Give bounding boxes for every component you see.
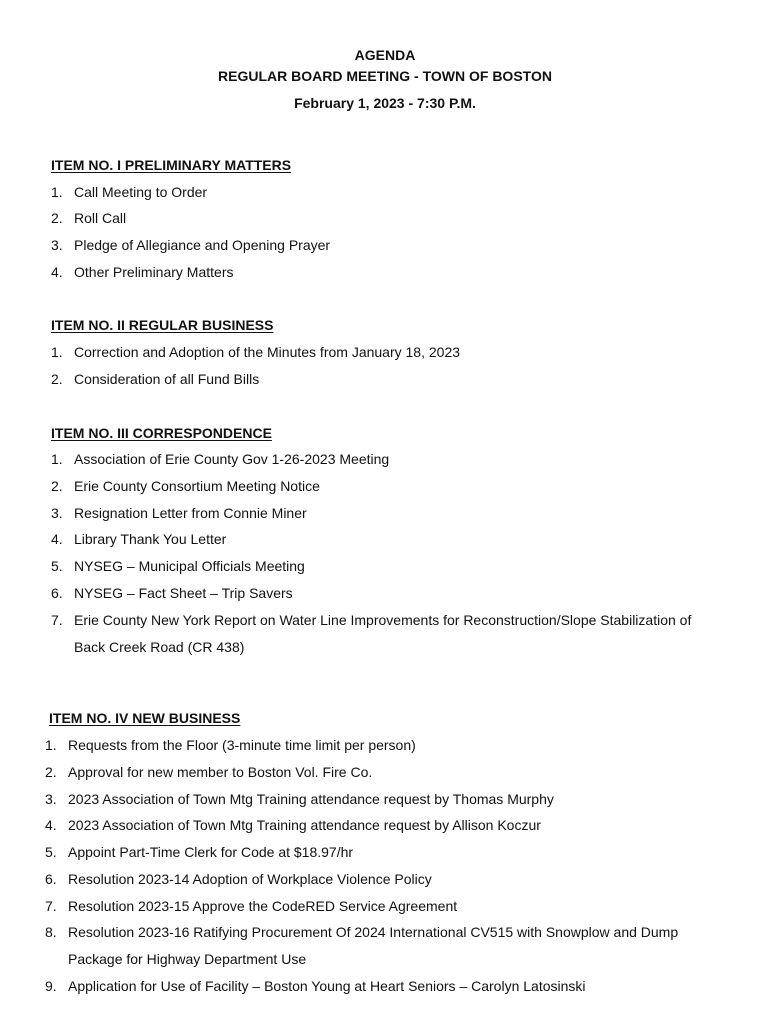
item-text: Other Preliminary Matters (74, 264, 234, 280)
list-item (45, 898, 457, 915)
list-item (51, 237, 330, 254)
list-item (51, 210, 126, 227)
item-text: Resolution 2023-14 Adoption of Workplace Violence Policy (68, 871, 432, 887)
list-item (51, 371, 259, 388)
section-title-new-business: ITEM NO. IV NEW BUSINESS (49, 710, 241, 726)
item-number: 3. (45, 791, 57, 807)
list-item (51, 184, 207, 201)
list-item (45, 791, 554, 808)
item-number: 6. (51, 585, 63, 601)
list-item (51, 344, 460, 361)
list-item (51, 612, 691, 629)
list-item (45, 924, 678, 941)
list-item (51, 264, 233, 281)
item-text: Erie County Consortium Meeting Notice (74, 478, 320, 494)
item-text: Requests from the Floor (3-minute time limit per person) (68, 737, 416, 753)
item-text: Roll Call (74, 210, 127, 226)
item-text: Resolution 2023-16 Ratifying Procurement Of 2024 International CV515 with Snowplow and Dump (68, 924, 679, 940)
item-text: Approval for new member to Boston Vol. Fire Co. (68, 764, 373, 780)
item-number: 8. (45, 924, 57, 940)
item-text: NYSEG – Fact Sheet – Trip Savers (74, 585, 293, 601)
section-title-correspondence: ITEM NO. III CORRESPONDENCE (51, 425, 272, 441)
list-item (51, 451, 389, 468)
item-number: 1. (51, 451, 63, 467)
list-item (45, 871, 432, 888)
item-number: 4. (51, 264, 63, 280)
item-number: 5. (45, 844, 57, 860)
list-item-continuation: Back Creek Road (CR 438) (74, 639, 245, 655)
section-title-preliminary: ITEM NO. I PRELIMINARY MATTERS (51, 157, 292, 173)
list-item (51, 478, 320, 495)
item-text: 2023 Association of Town Mtg Training attendance request by Allison Koczur (68, 817, 541, 833)
item-number: 5. (51, 558, 63, 574)
item-number: 1. (45, 737, 57, 753)
item-text: Library Thank You Letter (74, 531, 227, 547)
item-number: 2. (51, 371, 63, 387)
item-number: 6. (45, 871, 57, 887)
item-number: 7. (51, 612, 63, 628)
list-item (45, 737, 416, 754)
list-item (45, 764, 372, 781)
list-item (45, 817, 541, 834)
item-number: 3. (51, 505, 63, 521)
list-item (51, 505, 307, 522)
item-text: Resolution 2023-15 Approve the CodeRED Service Agreement (68, 898, 458, 914)
meeting-title: REGULAR BOARD MEETING - TOWN OF BOSTON (218, 68, 552, 84)
item-text: Association of Erie County Gov 1-26-2023 Meeting (74, 451, 390, 467)
item-text: Resignation Letter from Connie Miner (74, 505, 307, 521)
section-title-regular-business: ITEM NO. II REGULAR BUSINESS (51, 317, 274, 333)
list-item (51, 531, 226, 548)
item-text: Call Meeting to Order (74, 184, 208, 200)
list-item-continuation: Package for Highway Department Use (68, 951, 307, 967)
item-text: Pledge of Allegiance and Opening Prayer (74, 237, 331, 253)
item-text: Consideration of all Fund Bills (74, 371, 260, 387)
item-text: Application for Use of Facility – Boston Young at Heart Seniors – Carolyn Latosinski (68, 978, 586, 994)
item-number: 3. (51, 237, 63, 253)
list-item (45, 844, 353, 861)
item-text: 2023 Association of Town Mtg Training attendance request by Thomas Murphy (68, 791, 554, 807)
item-number: 2. (45, 764, 57, 780)
item-number: 4. (51, 531, 63, 547)
meeting-date: February 1, 2023 - 7:30 P.M. (294, 95, 476, 111)
item-number: 2. (51, 210, 63, 226)
item-number: 2. (51, 478, 63, 494)
item-number: 1. (51, 344, 63, 360)
item-number: 1. (51, 184, 63, 200)
item-text: Appoint Part-Time Clerk for Code at $18.97/hr (68, 844, 354, 860)
item-number: 7. (45, 898, 57, 914)
item-number: 4. (45, 817, 57, 833)
document-title: AGENDA (354, 47, 416, 63)
item-text: Correction and Adoption of the Minutes from January 18, 2023 (74, 344, 461, 360)
item-text: NYSEG – Municipal Officials Meeting (74, 558, 305, 574)
list-item (51, 558, 305, 575)
list-item (51, 585, 293, 602)
list-item (45, 978, 586, 995)
item-number: 9. (45, 978, 57, 994)
item-text: Erie County New York Report on Water Line Improvements for Reconstruction/Slope Stabilization of (74, 612, 692, 628)
